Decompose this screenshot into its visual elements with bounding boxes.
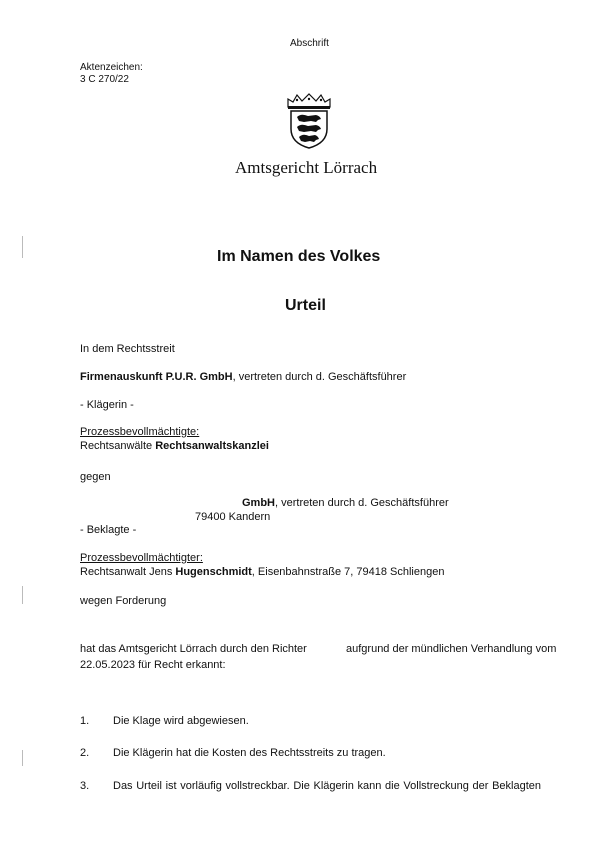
scan-margin-mark bbox=[22, 750, 23, 766]
tenor-text-3: Das Urteil ist vorläufig vollstreckbar. Die Klägerin kann die Vollstreckung der Beklagten bbox=[113, 780, 541, 792]
defendant-counsel-line bbox=[80, 566, 444, 578]
defendant-line bbox=[242, 497, 449, 509]
tenor-num-2: 2. bbox=[80, 747, 90, 759]
defendant-counsel-address: , Eisenbahnstraße 7, 79418 Schliengen bbox=[251, 566, 445, 578]
heading-urteil: Urteil bbox=[285, 297, 326, 314]
plaintiff-role: - Klägerin - bbox=[80, 399, 134, 411]
defendant-city: 79400 Kandern bbox=[195, 511, 271, 523]
coat-of-arms-icon bbox=[286, 93, 332, 149]
wegen-text: wegen Forderung bbox=[80, 595, 167, 607]
scan-margin-mark bbox=[22, 586, 23, 604]
decision-line-1b: aufgrund der mündlichen Verhandlung vom bbox=[346, 643, 557, 655]
tenor-text-2: Die Klägerin hat die Kosten des Rechtsstreits zu tragen. bbox=[113, 747, 386, 759]
aktenzeichen-value: 3 C 270/22 bbox=[80, 74, 129, 85]
tenor-num-3: 3. bbox=[80, 780, 90, 792]
plaintiff-counsel-label: Prozessbevollmächtigte: bbox=[80, 426, 200, 438]
court-name: Amtsgericht Lörrach bbox=[235, 158, 378, 177]
defendant-rest: , vertreten durch d. Geschäftsführer bbox=[275, 497, 449, 509]
gegen-text: gegen bbox=[80, 471, 111, 483]
tenor-text-1: Die Klage wird abgewiesen. bbox=[113, 715, 249, 727]
plaintiff-rest: , vertreten durch d. Geschäftsführer bbox=[232, 371, 407, 383]
abschrift-label: Abschrift bbox=[290, 38, 329, 49]
defendant-counsel-prefix: Rechtsanwalt Jens bbox=[80, 566, 176, 578]
plaintiff-counsel-name: Rechtsanwaltskanzlei bbox=[155, 440, 269, 452]
intro-text: In dem Rechtsstreit bbox=[80, 343, 175, 355]
heading-im-namen-des-volkes: Im Namen des Volkes bbox=[217, 248, 381, 265]
plaintiff-name: Firmenauskunft P.U.R. GmbH bbox=[80, 371, 233, 383]
decision-line-2: 22.05.2023 für Recht erkannt: bbox=[80, 659, 226, 671]
decision-line-1a: hat das Amtsgericht Lörrach durch den Richter bbox=[80, 643, 307, 655]
defendant-counsel-name: Hugenschmidt bbox=[175, 566, 252, 578]
plaintiff-counsel-prefix: Rechtsanwälte bbox=[80, 440, 156, 452]
aktenzeichen-label: Aktenzeichen: bbox=[80, 62, 143, 73]
plaintiff-line bbox=[80, 371, 406, 383]
defendant-counsel-label: Prozessbevollmächtigter: bbox=[80, 552, 203, 564]
defendant-role: - Beklagte - bbox=[80, 524, 137, 536]
scan-margin-mark bbox=[22, 236, 23, 258]
defendant-name: GmbH bbox=[242, 497, 275, 509]
tenor-num-1: 1. bbox=[80, 715, 90, 727]
plaintiff-counsel-line bbox=[80, 440, 269, 452]
